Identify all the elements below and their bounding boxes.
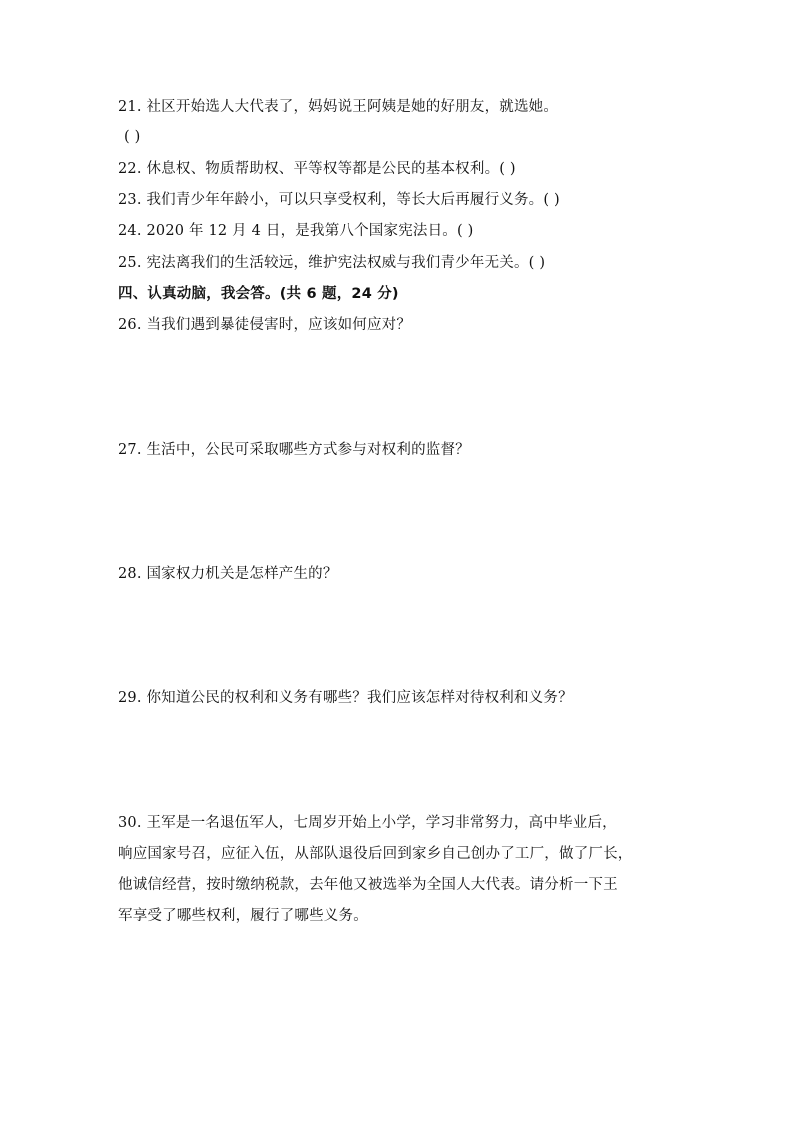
question-21-text: 21. 社区开始选人大代表了，妈妈说王阿姨是她的好朋友，就选她。 bbox=[118, 99, 559, 115]
question-22-text: 22. 休息权、物质帮助权、平等权等都是公民的基本权利。( ) bbox=[118, 161, 516, 177]
question-30-line-1: 30. 王军是一名退伍军人，七周岁开始上小学，学习非常努力，高中毕业后， bbox=[118, 815, 617, 831]
question-23-text: 23. 我们青少年年龄小，可以只享受权利，等长大后再履行义务。( ) bbox=[118, 192, 560, 208]
question-24-text: 24. 2020 年 12 月 4 日，是我第八个国家宪法日。( ) bbox=[118, 223, 474, 239]
question-25-text: 25. 宪法离我们的生活较远，维护宪法权威与我们青少年无关。( ) bbox=[118, 255, 546, 271]
question-28-text: 28. 国家权力机关是怎样产生的？ bbox=[118, 566, 338, 582]
question-30-line-3: 他诚信经营，按时缴纳税款，去年他又被选举为全国人大代表。请分析一下王 bbox=[118, 877, 618, 893]
question-30-line-4: 军享受了哪些权利，履行了哪些义务。 bbox=[118, 908, 368, 924]
question-21-answer-bracket: ( ) bbox=[124, 129, 141, 145]
section-4-title: 四、认真动脑，我会答。(共 6 题，24 分) bbox=[118, 286, 399, 302]
question-29-text: 29. 你知道公民的权利和义务有哪些？我们应该怎样对待权利和义务？ bbox=[118, 690, 573, 706]
question-27-text: 27. 生活中，公民可采取哪些方式参与对权利的监督？ bbox=[118, 442, 470, 458]
question-26-text: 26. 当我们遇到暴徒侵害时，应该如何应对？ bbox=[118, 317, 412, 333]
question-30-line-2: 响应国家号召，应征入伍，从部队退役后回到家乡自己创办了工厂，做了厂长， bbox=[118, 846, 633, 862]
